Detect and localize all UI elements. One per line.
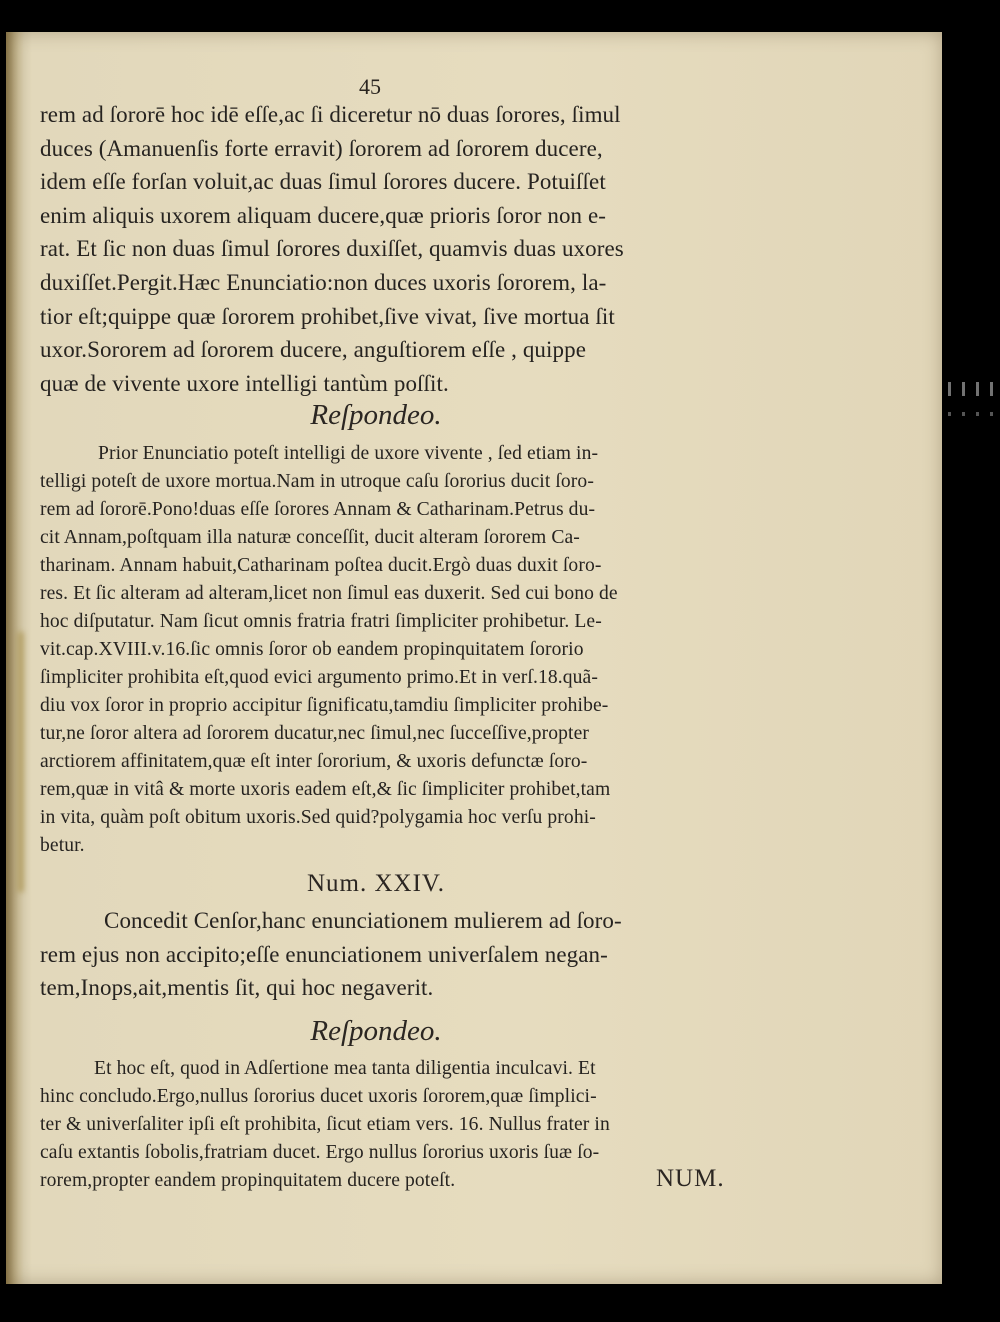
book-page (6, 32, 942, 1284)
text-line: caſu extantis ſobolis,fratriam ducet. Ergo nullus ſororius uxoris ſuæ ſo- (40, 1142, 600, 1163)
text-line: Concedit Cenſor,hanc enunciationem mulierem ad ſoro- (104, 908, 622, 933)
text-line: rem,quæ in vitâ & morte uxoris eadem eſt,& ſic ſimpliciter prohibet,tam (40, 779, 611, 800)
page-number: 45 (359, 74, 381, 99)
text-line: duces (Amanuenſis forte erravit) ſororem ad ſororem ducere, (40, 136, 603, 161)
text-line: tur,ne ſoror altera ad ſororem ducatur,nec ſimul,nec ſucceſſive,propter (40, 723, 590, 744)
text-line: arctiorem affinitatem,quæ eſt inter ſororium, & uxoris defunctæ ſoro- (40, 751, 588, 772)
section-heading: Reſpondeo. (310, 1015, 442, 1047)
text-line: res. Et ſic alteram ad alteram,licet non ſimul eas duxerit. Sed cui bono de (40, 583, 618, 604)
text-line: vit.cap.XVIII.v.16.ſic omnis ſoror ob eandem propinquitatem ſororio (40, 639, 584, 660)
text-line: hoc diſputatur. Nam ſicut omnis fratria fratri ſimpliciter prohibetur. Le- (40, 611, 602, 632)
text-line: tem,Inops,ait,mentis ſit, qui hoc negaverit. (40, 975, 434, 1000)
text-line: hinc concludo.Ergo,nullus ſororius ducet uxoris ſororem,quæ ſimplici- (40, 1086, 597, 1107)
text-line: rem ad ſororē hoc idē eſſe,ac ſi diceretur nō duas ſorores, ſimul (40, 102, 621, 127)
text-line: duxiſſet.Pergit.Hæc Enunciatio:non duces uxoris ſororem, la- (40, 270, 607, 295)
text-line: diu vox ſoror in proprio accipitur ſignificatu,tamdiu ſimpliciter prohibe- (40, 695, 609, 716)
section-heading: Reſpondeo. (310, 399, 442, 431)
text-line: rat. Et ſic non duas ſimul ſorores duxiſſet, quamvis duas uxores (40, 236, 624, 261)
scan-artifact (948, 412, 998, 416)
text-line: Prior Enunciatio poteſt intelligi de uxore vivente , ſed etiam in- (98, 443, 599, 464)
number-heading: Num. XXIV. (306, 870, 445, 897)
text-line: rorem,propter eandem propinquitatem ducere poteſt. (40, 1170, 456, 1191)
scan-artifact (948, 382, 998, 396)
text-line: uxor.Sororem ad ſororem ducere, anguſtiorem eſſe , quippe (40, 337, 587, 362)
text-line: tharinam. Annam habuit,Catharinam poſtea ducit.Ergò duas duxit ſoro- (40, 555, 602, 576)
text-line: Et hoc eſt, quod in Adſertione mea tanta diligentia inculcavi. Et (94, 1058, 596, 1079)
catchword: NUM. (656, 1165, 725, 1192)
text-line: cit Annam,poſtquam illa naturæ conceſſit, ducit alteram ſororem Ca- (40, 527, 580, 548)
text-line: idem eſſe forſan voluit,ac duas ſimul ſorores ducere. Potuiſſet (40, 169, 606, 194)
text-line: betur. (40, 835, 85, 856)
text-line: in vita, quàm poſt obitum uxoris.Sed quid?polygamia hoc verſu prohi- (40, 807, 596, 828)
text-line: rem ad ſororē.Pono!duas eſſe ſorores Annam & Catharinam.Petrus du- (40, 499, 596, 520)
text-line: telligi poteſt de uxore mortua.Nam in utroque caſu ſororius ducit ſoro- (40, 471, 594, 492)
text-line: enim aliquis uxorem aliquam ducere,quæ prioris ſoror non e- (40, 203, 607, 228)
text-line: tior eſt;quippe quæ ſororem prohibet,ſive vivat, ſive mortua ſit (40, 304, 615, 329)
text-line: ſimpliciter prohibita eſt,quod evici argumento primo.Et in verſ.18.quã- (40, 667, 598, 688)
text-line: rem ejus non accipito;eſſe enunciationem univerſalem negan- (40, 942, 608, 967)
text-line: ter & univerſaliter ipſi eſt prohibita, ſicut etiam vers. 16. Nullus frater in (40, 1114, 610, 1135)
text-line: quæ de vivente uxore intelligi tantùm poſſit. (40, 371, 449, 396)
